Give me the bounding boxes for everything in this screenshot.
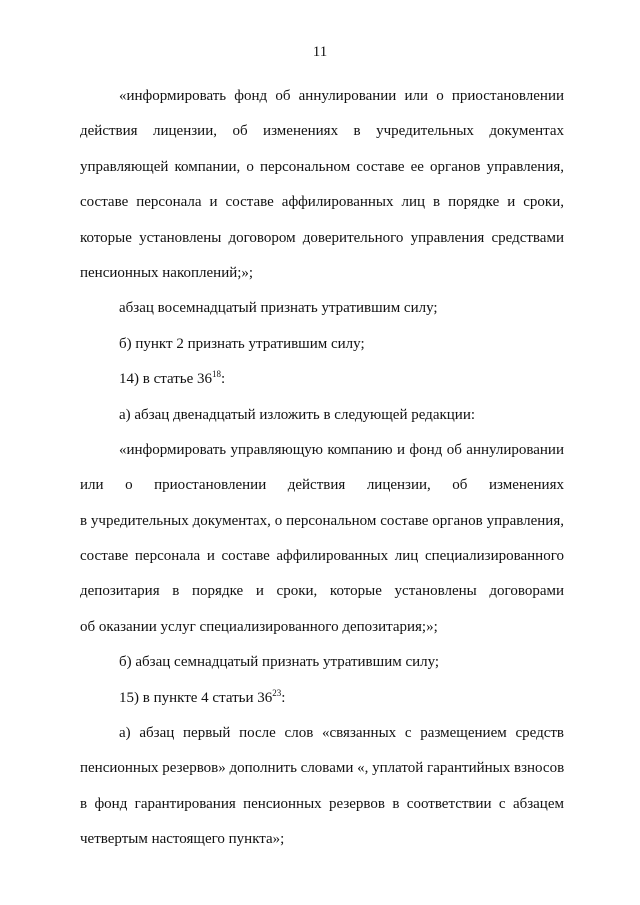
text-line: которые установлены договором доверительного управления средствами <box>80 229 564 246</box>
text-line: пенсионных резервов» дополнить словами «, уплатой гарантийных взносов <box>80 760 565 777</box>
text-line: управляющей компании, о персональном составе ее органов управления, <box>80 158 564 175</box>
text-line: б) абзац семнадцатый признать утратившим силу; <box>119 654 440 671</box>
text-line: «информировать фонд об аннулировании или о приостановлении <box>119 88 564 104</box>
text-line: составе персонала и составе аффилированных лиц в порядке и сроки, <box>80 194 564 211</box>
text-line: в учредительных документах, о персональном составе органов управления, <box>80 512 564 529</box>
text-line: а) абзац первый после слов «связанных с размещением средств <box>119 725 564 742</box>
text-line: действия лицензии, об изменениях в учредительных документах <box>80 123 564 140</box>
text-line: об оказании услуг специализированного депозитария;»; <box>80 618 438 635</box>
superscript: 18 <box>212 369 222 380</box>
superscript: 23 <box>272 687 282 698</box>
text-line: а) абзац двенадцатый изложить в следующей редакции: <box>119 406 476 423</box>
text-line-main: 15) в пункте 4 статьи 36 <box>119 689 273 706</box>
text-line <box>80 681 564 716</box>
text-line-main: 14) в статье 36 <box>119 371 213 388</box>
text-line: в фонд гарантирования пенсионных резервов в соответствии с абзацем <box>80 795 564 812</box>
text-line-tail: : <box>281 689 286 706</box>
text-line: или о приостановлении действия лицензии, об изменениях <box>80 477 564 494</box>
text-line: абзац восемнадцатый признать утратившим силу; <box>119 300 438 317</box>
document-body <box>80 79 564 858</box>
page-number: 11 <box>312 44 328 60</box>
text-line <box>80 362 564 397</box>
text-line: четвертым настоящего пункта»; <box>80 831 285 848</box>
text-line: депозитария в порядке и сроки, которые установлены договорами <box>80 583 564 600</box>
text-line: б) пункт 2 признать утратившим силу; <box>119 335 365 352</box>
text-line: пенсионных накоплений;»; <box>80 264 254 281</box>
text-line: «информировать управляющую компанию и фонд об аннулировании <box>119 441 564 458</box>
text-line-tail: : <box>221 371 226 388</box>
text-line: составе персонала и составе аффилированных лиц специализированного <box>80 548 564 565</box>
